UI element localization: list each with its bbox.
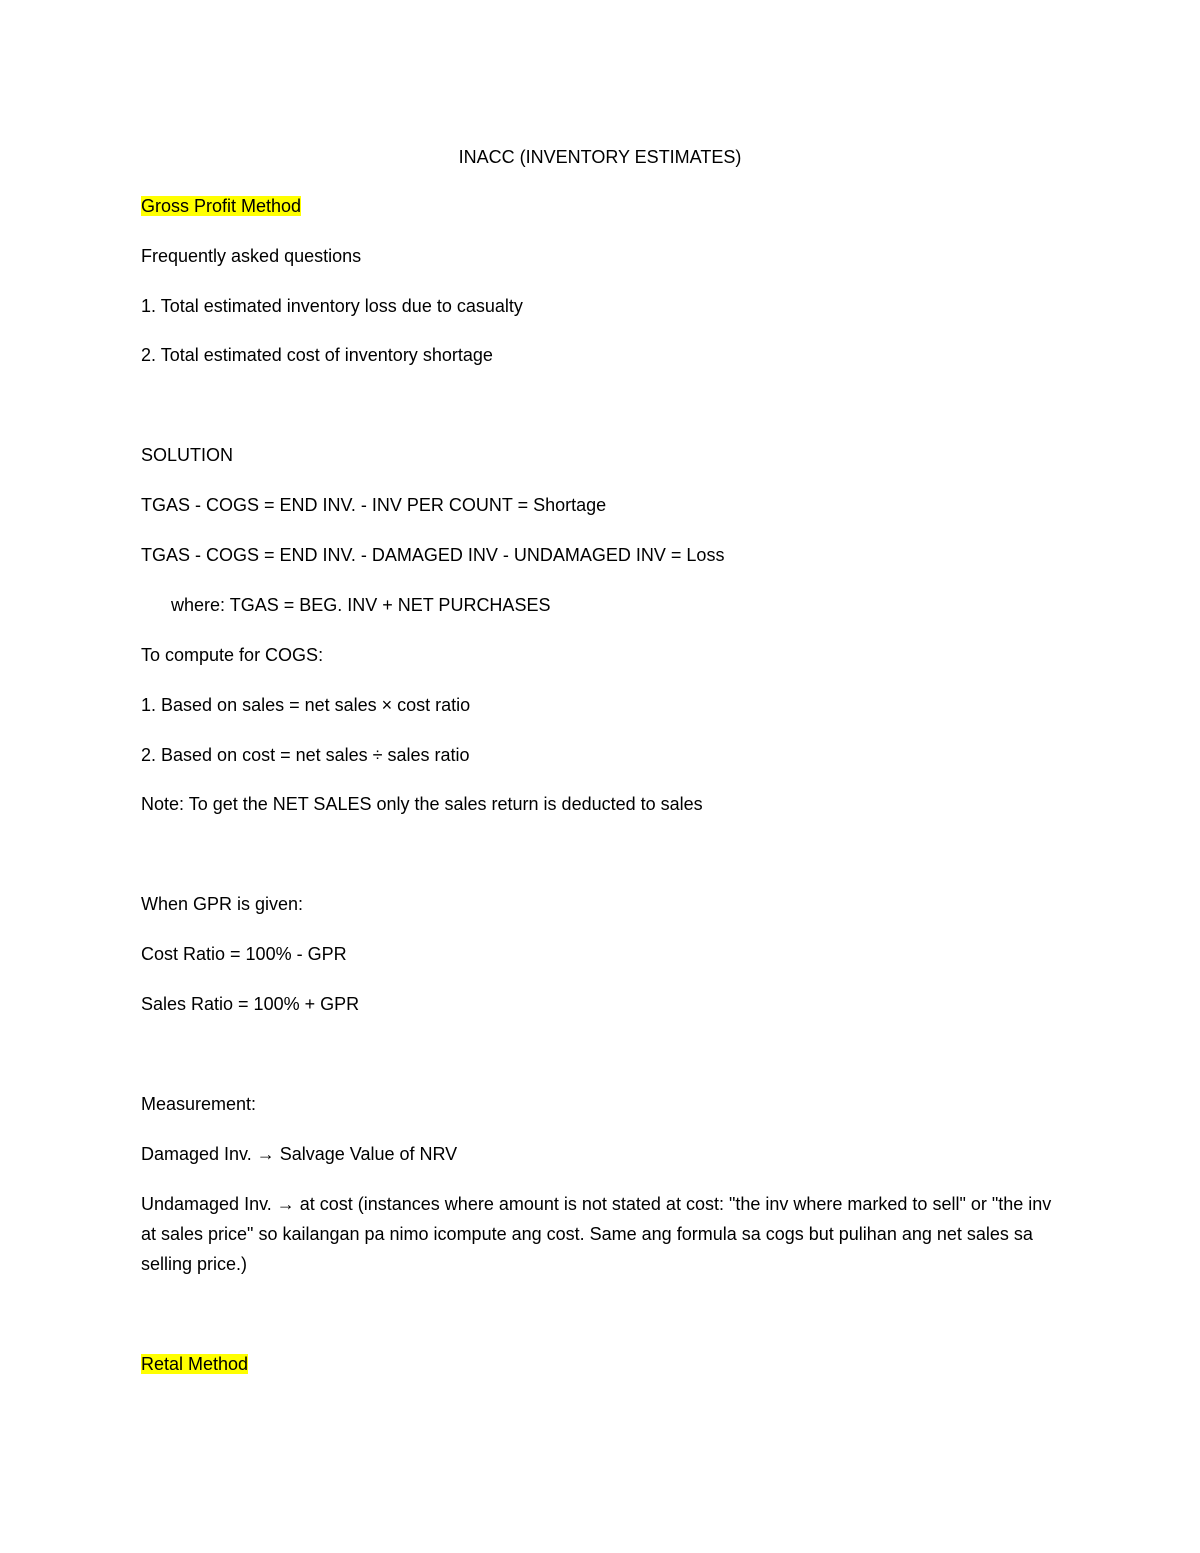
cogs-label: To compute for COGS:: [141, 645, 324, 665]
cogs-item-2: 2. Based on cost = net sales ÷ sales ratio: [141, 745, 470, 765]
gpr-label: When GPR is given:: [141, 894, 304, 914]
gross-profit-heading-text: Gross Profit Method: [141, 196, 302, 216]
faq-item-2: 2. Total estimated cost of inventory shortage: [141, 345, 493, 365]
undamaged-inv-measurement: Undamaged Inv. → at cost (instances where amount is not stated at cost: "the inv where marked to sell" or "the inv at sales price" so kailangan pa nimo icompute ang cost. Same ang formula sa cogs but pulihan ang net sales sa selling price.): [141, 1194, 1052, 1274]
cost-ratio-formula: Cost Ratio = 100% - GPR: [141, 944, 347, 964]
document-title: INACC (INVENTORY ESTIMATES): [458, 147, 742, 167]
formula-shortage: TGAS - COGS = END INV. - INV PER COUNT = Shortage: [141, 495, 607, 515]
formula-where: where: TGAS = BEG. INV + NET PURCHASES: [171, 595, 551, 615]
faq-label: Frequently asked questions: [141, 246, 362, 266]
sales-ratio-formula: Sales Ratio = 100% + GPR: [141, 994, 360, 1014]
cogs-item-1: 1. Based on sales = net sales × cost ratio: [141, 695, 471, 715]
damaged-inv-measurement: Damaged Inv. → Salvage Value of NRV: [141, 1144, 458, 1164]
retail-method-heading: [141, 1352, 248, 1376]
formula-loss: TGAS - COGS = END INV. - DAMAGED INV - UNDAMAGED INV = Loss: [141, 545, 725, 565]
measurement-label: Measurement:: [141, 1094, 257, 1114]
gross-profit-heading: [141, 194, 301, 218]
net-sales-note: Note: To get the NET SALES only the sales return is deducted to sales: [141, 794, 703, 814]
retail-method-heading-text: Retal Method: [141, 1354, 249, 1374]
faq-item-1: 1. Total estimated inventory loss due to casualty: [141, 296, 523, 316]
solution-label: SOLUTION: [141, 445, 234, 465]
